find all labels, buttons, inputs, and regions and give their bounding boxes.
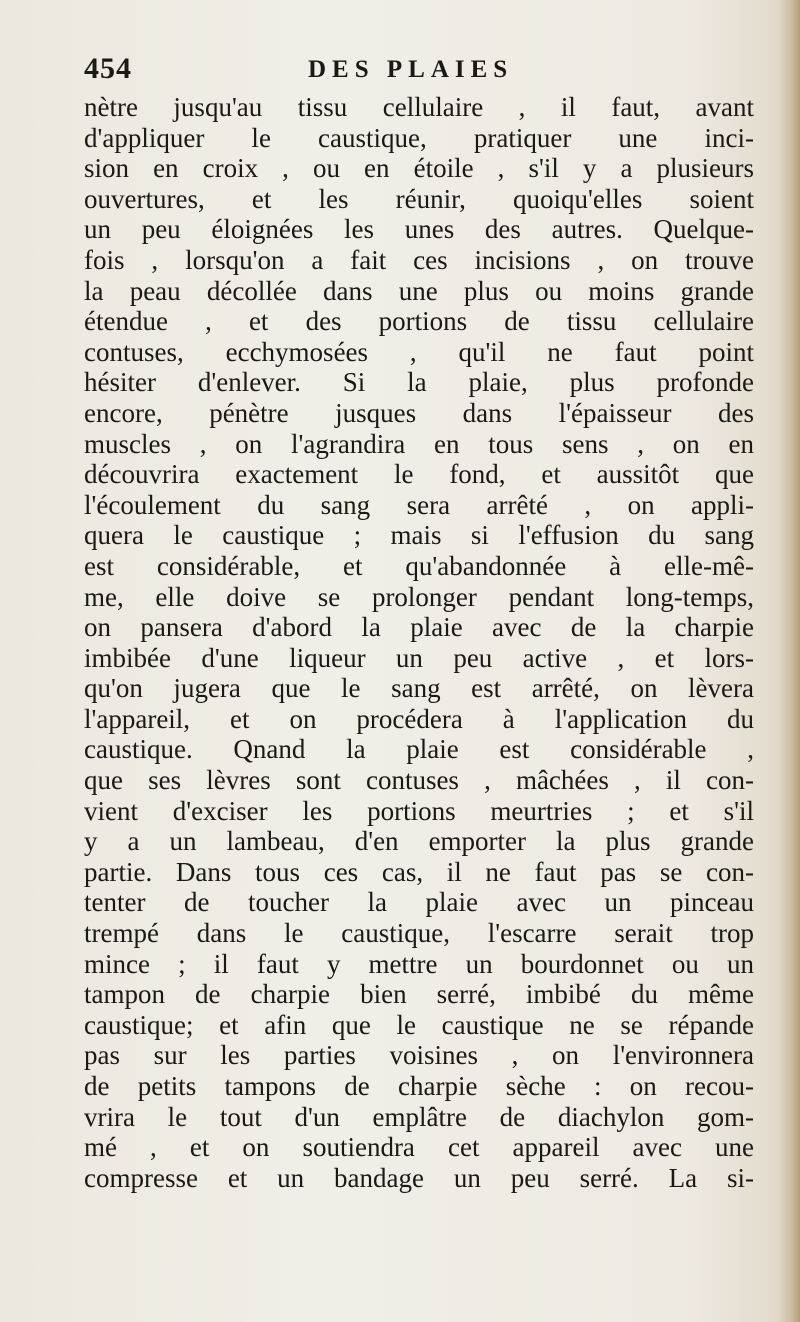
text-line: vient d'exciser les portions meurtries ; et s'il bbox=[84, 795, 754, 826]
text-line: mince ; il faut y mettre un bourdonnet ou un bbox=[84, 948, 754, 979]
text-line: est considérable, et qu'abandonnée à elle-mê- bbox=[84, 550, 754, 581]
text-line: sion en croix , ou en étoile , s'il y a plusieurs bbox=[84, 153, 754, 184]
page-edge-shadow bbox=[778, 0, 800, 1322]
text-line: mé , et on soutiendra cet appareil avec une bbox=[84, 1132, 754, 1163]
text-line: un peu éloignées les unes des autres. Quelque- bbox=[84, 214, 754, 245]
text-line: la peau décollée dans une plus ou moins grande bbox=[84, 275, 754, 306]
text-line: contuses, ecchymosées , qu'il ne faut point bbox=[84, 336, 754, 367]
text-line: pas sur les parties voisines , on l'environnera bbox=[84, 1040, 754, 1071]
text-line: découvrira exactement le fond, et aussitôt que bbox=[84, 459, 754, 490]
text-line: d'appliquer le caustique, pratiquer une inci- bbox=[84, 122, 754, 153]
page-number: 454 bbox=[84, 52, 132, 85]
text-line: caustique; et afin que le caustique ne se répande bbox=[84, 1009, 754, 1040]
text-line: l'écoulement du sang sera arrêté , on appli- bbox=[84, 489, 754, 520]
text-line: étendue , et des portions de tissu cellulaire bbox=[84, 306, 754, 337]
page-header bbox=[84, 52, 724, 92]
text-line: tampon de charpie bien serré, imbibé du même bbox=[84, 979, 754, 1010]
text-line: quera le caustique ; mais si l'effusion du sang bbox=[84, 520, 754, 551]
text-line: l'appareil, et on procédera à l'application du bbox=[84, 703, 754, 734]
text-line: tenter de toucher la plaie avec un pinceau bbox=[84, 887, 754, 918]
text-line: on pansera d'abord la plaie avec de la charpie bbox=[84, 612, 754, 643]
text-line: qu'on jugera que le sang est arrêté, on lèvera bbox=[84, 673, 754, 704]
body-text bbox=[84, 92, 754, 1193]
text-line: muscles , on l'agrandira en tous sens , on en bbox=[84, 428, 754, 459]
text-line: vrira le tout d'un emplâtre de diachylon gom- bbox=[84, 1101, 754, 1132]
text-line: que ses lèvres sont contuses , mâchées , il con- bbox=[84, 765, 754, 796]
text-line: y a un lambeau, d'en emporter la plus grande bbox=[84, 826, 754, 857]
text-line: hésiter d'enlever. Si la plaie, plus profonde bbox=[84, 367, 754, 398]
text-line: de petits tampons de charpie sèche : on recou- bbox=[84, 1071, 754, 1101]
text-line: ouvertures, et les réunir, quoiqu'elles soient bbox=[84, 183, 754, 214]
running-title: DES PLAIES bbox=[308, 56, 514, 83]
text-line: encore, pénètre jusques dans l'épaisseur des bbox=[84, 397, 754, 428]
text-line: caustique. Qnand la plaie est considérable , bbox=[84, 734, 754, 765]
text-line: partie. Dans tous ces cas, il ne faut pas se con- bbox=[84, 856, 754, 887]
text-line: trempé dans le caustique, l'escarre serait trop bbox=[84, 918, 754, 949]
text-line: me, elle doive se prolonger pendant long-temps, bbox=[84, 581, 754, 612]
text-line: fois , lorsqu'on a fait ces incisions , on trouve bbox=[84, 244, 754, 275]
text-line: nètre jusqu'au tissu cellulaire , il faut, avant bbox=[84, 92, 754, 122]
text-line: imbibée d'une liqueur un peu active , et lors- bbox=[84, 642, 754, 673]
text-line: compresse et un bandage un peu serré. La si- bbox=[84, 1162, 754, 1193]
